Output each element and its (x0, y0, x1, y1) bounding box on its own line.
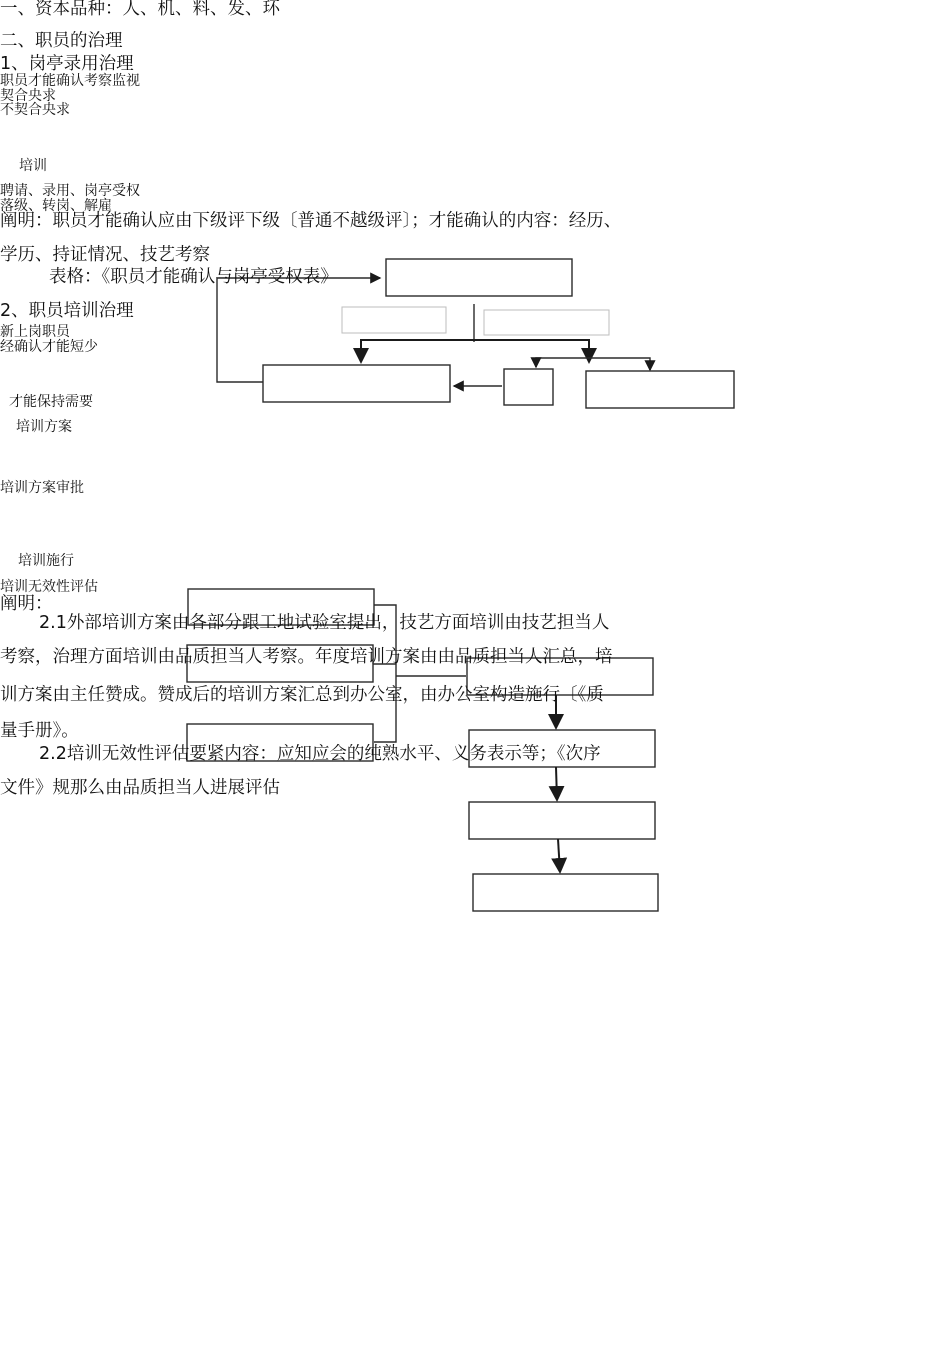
flow-arrow-execute-evaluate (558, 839, 560, 872)
label-hire: 聘请、录用、岗亭受权 (0, 183, 140, 199)
flow-box-not-meets (484, 310, 609, 335)
label-maintain: 才能保持需要 (9, 394, 93, 410)
note1-line2: 学历、持证情况、技艺考察 (0, 245, 210, 265)
note2-p1-line2: 考察，治理方面培训由品质担当人考察。年度培训方案由由品质担当人汇总，培 (0, 647, 613, 667)
label-evaluate: 培训无效性评估 (0, 579, 98, 595)
label-training: 培训 (19, 158, 47, 174)
note2-p2-line1: 2.2培训无效性评估要紧内容：应知应会的纯熟水平、义务表示等；《次序 (39, 744, 601, 764)
flow-box-demote (586, 371, 734, 408)
note1-form: 表格：《职员才能确认与岗亭受权表》 (49, 267, 338, 287)
note2-p1-line1: 2.1外部培训方案由各部分跟工地试验室提出，技艺方面培训由技艺担当人 (39, 613, 610, 633)
heading-staff-management: 二、职员的治理 (0, 31, 123, 51)
note2-p1-line3: 训方案由主任赞成。赞成后的培训方案汇总到办公室，由办公室构造施行〔《质 (0, 685, 604, 705)
flow-loop-back (217, 278, 380, 382)
note2-title: 阐明： (0, 594, 53, 614)
note2-p2-line2: 文件》规那么由品质担当人进展评估 (0, 778, 280, 798)
flow-box-meets (342, 307, 446, 333)
label-meets: 契合央求 (0, 88, 56, 104)
flow-box-execute (469, 802, 655, 839)
flow-box-confirm (386, 259, 572, 296)
flow-box-evaluate (473, 874, 658, 911)
label-plan: 培训方案 (16, 419, 72, 435)
flow-box-hire (263, 365, 450, 402)
section2-title: 2、职员培训治理 (0, 301, 134, 321)
label-approval: 培训方案审批 (0, 480, 84, 496)
label-confirm-skill: 职员才能确认考察监视 (0, 73, 140, 89)
label-demote: 落级、转岗、解雇 (0, 198, 112, 214)
label-not-meets: 不契合央求 (0, 102, 70, 118)
note1-line1: 阐明：职员才能确认应由下级评下级〔普通不越级评〕；才能确认的内容：经历、 (0, 211, 622, 231)
heading-resource-types: 一、资本品种：人、机、料、发、环 (0, 0, 280, 19)
flow-sub-split (536, 358, 650, 370)
flow-box-training (504, 369, 553, 405)
label-new-staff: 新上岗职员 (0, 324, 70, 340)
label-execute: 培训施行 (18, 553, 74, 569)
note2-p1-line4: 量手册》。 (0, 721, 79, 741)
flow-arrow-approval-execute (556, 767, 557, 800)
label-short-skill: 经确认才能短少 (0, 339, 98, 355)
section1-title: 1、岗亭录用治理 (0, 54, 134, 74)
